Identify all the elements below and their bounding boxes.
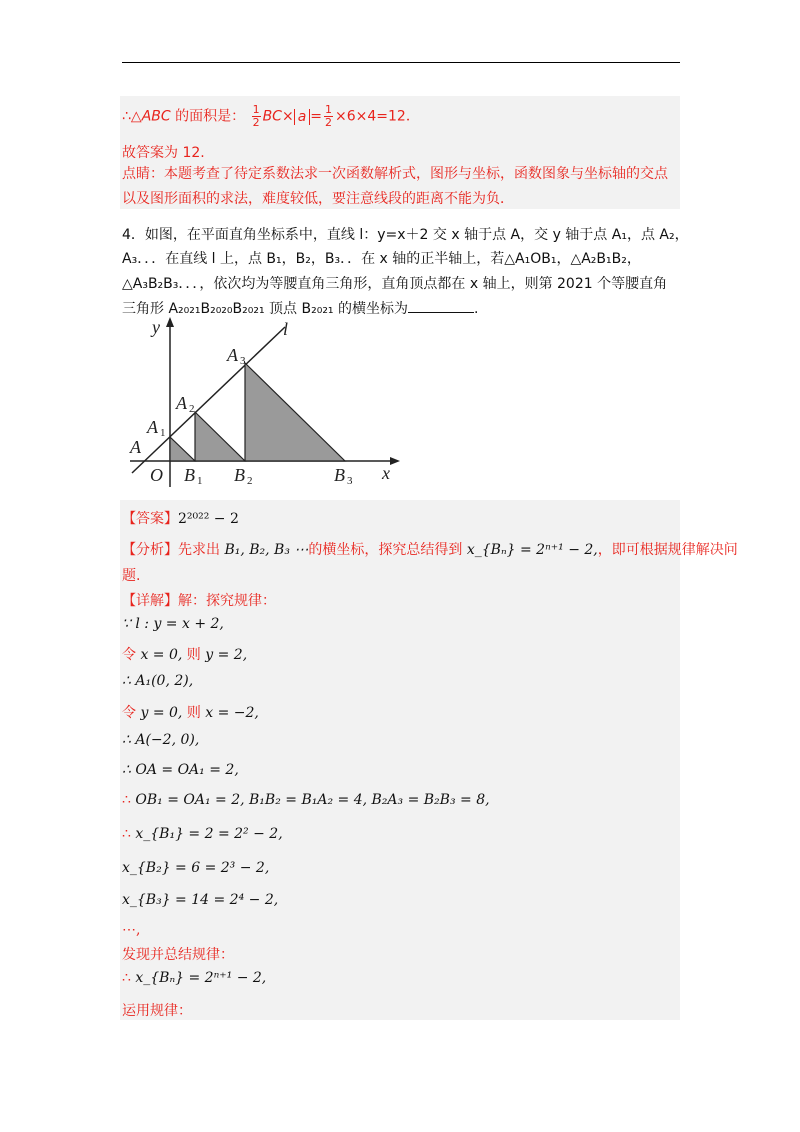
label-l: l <box>283 319 289 339</box>
answer-row: 【答案】2²⁰²² − 2 <box>122 511 239 527</box>
answer-line: 故答案为 12. <box>122 145 205 161</box>
detail-line-4: 令 y = 0, 则 x = −2, <box>122 705 259 721</box>
header-rule <box>122 62 680 63</box>
sub-b3: 3 <box>347 475 353 487</box>
question-line-2: A₃．．．在直线 l 上，点 B₁，B₂，B₃．．在 x 轴的正半轴上，若△A₁OB₁，△A₂B₁B₂， <box>122 251 641 267</box>
y-axis-arrow <box>166 317 174 327</box>
detail-line-6: ∴ OA = OA₁ = 2, <box>122 762 239 778</box>
detail-line-8: ∴ x_{B₁} = 2 = 2² − 2, <box>122 826 283 842</box>
answer-formula: 2²⁰²² − 2 <box>178 511 239 527</box>
detail-line-2: 令 x = 0, 则 y = 2, <box>122 647 248 663</box>
detail-line-5: ∴ A(−2, 0), <box>122 732 200 748</box>
triangle-2 <box>195 412 245 461</box>
label-a2: A <box>176 393 187 413</box>
label-y: y <box>152 317 160 337</box>
sub-a2: 2 <box>189 403 195 415</box>
sub-a3: 3 <box>240 355 246 367</box>
label-a1: A <box>147 417 158 437</box>
sub-a1: 1 <box>160 427 166 439</box>
sub-b2: 2 <box>247 475 253 487</box>
triangle-1 <box>170 437 195 461</box>
detail-line-13: ∴ x_{Bₙ} = 2ⁿ⁺¹ − 2, <box>122 970 267 986</box>
analysis-row: 【分析】先求出 B₁, B₂, B₃ ⋯的横坐标，探究总结得到 x_{Bₙ} = 2ⁿ⁺¹ − 2,，即可根据规律解决问 <box>122 542 738 558</box>
question-line-4: 三角形 A₂₀₂₁B₂₀₂₀B₂₀₂₁ 顶点 B₂₀₂₁ 的横坐标为 . <box>122 301 479 317</box>
detail-line-11: ⋯, <box>122 922 141 938</box>
x-axis-arrow <box>390 457 400 465</box>
solution-pane <box>120 500 680 1020</box>
triangle-3 <box>245 363 345 461</box>
detail-line-3: ∴ A₁(0, 2), <box>122 673 194 689</box>
half-fraction-2: $\frac{1}{2}$ <box>325 103 333 129</box>
detail-row: 【详解】解：探究规律： <box>122 593 276 609</box>
detail-line-14: 运用规律： <box>122 1003 192 1019</box>
analysis-row-2: 题. <box>122 568 141 584</box>
detail-line-12: 发现并总结规律： <box>122 947 234 963</box>
label-x: x <box>382 463 390 483</box>
label-a: A <box>130 437 141 457</box>
question-line-1: 4．如图，在平面直角坐标系中，直线 l：y=x＋2 交 x 轴于点 A，交 y 轴于点 A₁，点 A₂， <box>122 227 689 243</box>
label-o: O <box>150 465 163 485</box>
comment-line-1: 点睛：本题考查了待定系数法求一次函数解析式，图形与坐标，函数图象与坐标轴的交点 <box>122 166 668 182</box>
coordinate-figure <box>120 315 400 490</box>
label-b3: B <box>334 465 345 485</box>
label-b1: B <box>184 465 195 485</box>
sub-b1: 1 <box>197 475 203 487</box>
answer-blank <box>408 300 474 313</box>
detail-line-7: ∴ OB₁ = OA₁ = 2, B₁B₂ = B₁A₂ = 4, B₂A₃ = B₂B₃ = 8, <box>122 792 490 808</box>
detail-line-10: x_{B₃} = 14 = 2⁴ − 2, <box>122 892 279 908</box>
label-b2: B <box>234 465 245 485</box>
half-fraction: $\frac{1}{2}$ <box>252 103 260 129</box>
detail-line-1: ∵ l : y = x + 2, <box>122 616 224 632</box>
label-a3: A <box>227 345 238 365</box>
comment-line-2: 以及图形面积的求法，难度较低，要注意线段的距离不能为负． <box>122 191 514 207</box>
area-line: ∴△ABC 的面积是： $\frac{1}{2}$ BC× a = $\frac{1}{2}$ ×6×4=12． <box>122 103 420 129</box>
question-line-3: △A₃B₂B₃．．．，依次均为等腰直角三角形，直角顶点都在 x 轴上，则第 2021 个等腰直角 <box>122 276 668 292</box>
detail-line-9: x_{B₂} = 6 = 2³ − 2, <box>122 860 270 876</box>
